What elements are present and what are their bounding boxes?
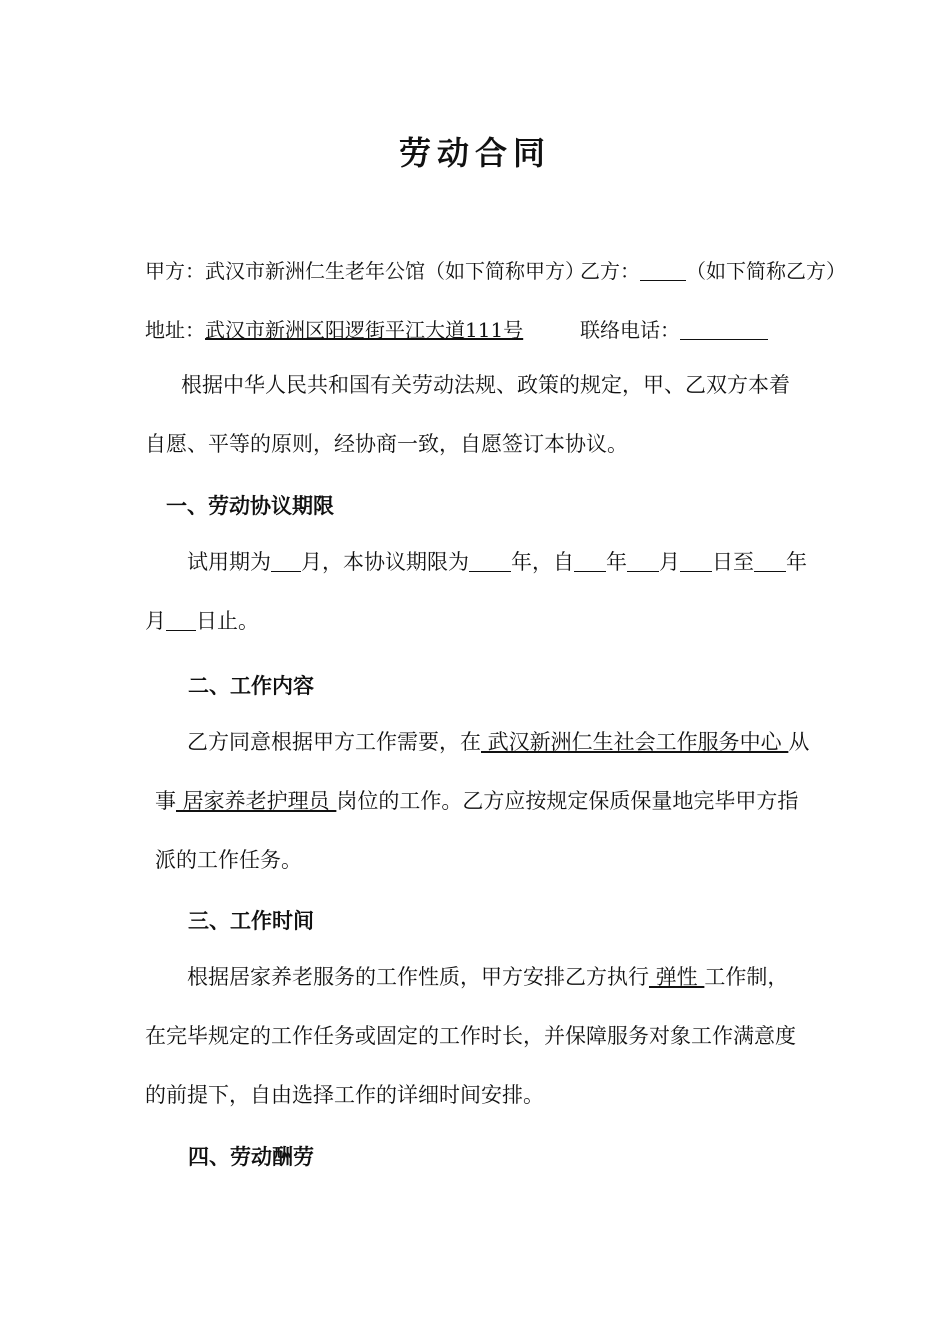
intro-line-2: 自愿、平等的原则，经协商一致，自愿签订本协议。 bbox=[145, 432, 628, 456]
term-text: 试用期为 bbox=[187, 550, 271, 574]
intro-paragraph bbox=[145, 356, 850, 474]
term-text: 日止。 bbox=[196, 609, 259, 633]
party-b-name-blank bbox=[640, 262, 686, 281]
document-title: 劳动合同 bbox=[398, 134, 551, 172]
phone-line bbox=[580, 314, 768, 343]
hours-line-1 bbox=[145, 948, 850, 1007]
section-2-heading: 二、工作内容 bbox=[188, 674, 314, 698]
work-text: 事 bbox=[155, 789, 176, 813]
term-text: 月 bbox=[145, 609, 166, 633]
section-2-paragraph bbox=[145, 713, 850, 890]
term-line-1 bbox=[145, 533, 850, 592]
intro-line-1: 根据中华人民共和国有关劳动法规、政策的规定，甲、乙双方本着 bbox=[181, 373, 790, 397]
party-a-label: 甲方： bbox=[145, 259, 205, 283]
section-1-heading: 一、劳动协议期限 bbox=[166, 494, 334, 518]
hours-line-2: 在完毕规定的工作任务或固定的工作时长，并保障服务对象工作满意度 bbox=[145, 1024, 796, 1048]
term-text: 月 bbox=[659, 550, 680, 574]
work-line-2 bbox=[145, 772, 850, 831]
end-year-blank bbox=[754, 553, 786, 572]
work-text: 岗位的工作。乙方应按规定保质保量地完毕甲方指 bbox=[336, 789, 799, 813]
term-text: 年 bbox=[606, 550, 627, 574]
phone-label: 联络电话： bbox=[580, 318, 680, 342]
party-b-label: 乙方： bbox=[580, 259, 640, 283]
workplace-value: 武汉新洲仁生社会工作服务中心 bbox=[481, 730, 789, 754]
work-text: 从 bbox=[788, 730, 810, 754]
section-3-paragraph bbox=[145, 948, 850, 1125]
address-value: 武汉市新洲区阳逻街平江大道111号 bbox=[205, 318, 524, 342]
section-3-heading: 三、工作时间 bbox=[188, 909, 314, 933]
probation-months-blank bbox=[271, 553, 301, 572]
party-b-note: （如下简称乙方） bbox=[686, 259, 846, 283]
section-4-heading: 四、劳动酬劳 bbox=[188, 1145, 314, 1169]
hours-line-3: 的前提下，自由选择工作的详细时间安排。 bbox=[145, 1083, 544, 1107]
term-text: 月，本协议期限为 bbox=[301, 550, 469, 574]
schedule-value: 弹性 bbox=[649, 965, 705, 989]
party-a-line bbox=[145, 255, 585, 284]
hours-text: 工作制， bbox=[704, 965, 789, 989]
term-text: 年 bbox=[786, 550, 807, 574]
phone-blank bbox=[680, 321, 768, 340]
work-line-1 bbox=[145, 713, 850, 772]
term-years-blank bbox=[469, 553, 511, 572]
address-line bbox=[145, 314, 523, 343]
position-value: 居家养老护理员 bbox=[176, 789, 337, 813]
section-1-paragraph bbox=[145, 533, 850, 651]
address-label: 地址： bbox=[145, 318, 205, 342]
party-a-name: 武汉市新洲仁生老年公馆（如下简称甲方） bbox=[205, 259, 585, 283]
start-day-blank bbox=[680, 553, 712, 572]
work-text: 乙方同意根据甲方工作需要，在 bbox=[187, 730, 481, 754]
end-month-blank bbox=[166, 612, 196, 631]
hours-text: 根据居家养老服务的工作性质，甲方安排乙方执行 bbox=[187, 965, 649, 989]
term-line-2 bbox=[145, 592, 850, 651]
start-month-blank bbox=[627, 553, 659, 572]
term-text: 日至 bbox=[712, 550, 754, 574]
start-year-blank bbox=[574, 553, 606, 572]
work-line-3: 派的工作任务。 bbox=[155, 848, 302, 872]
party-b-line bbox=[580, 255, 846, 284]
term-text: 年，自 bbox=[511, 550, 574, 574]
